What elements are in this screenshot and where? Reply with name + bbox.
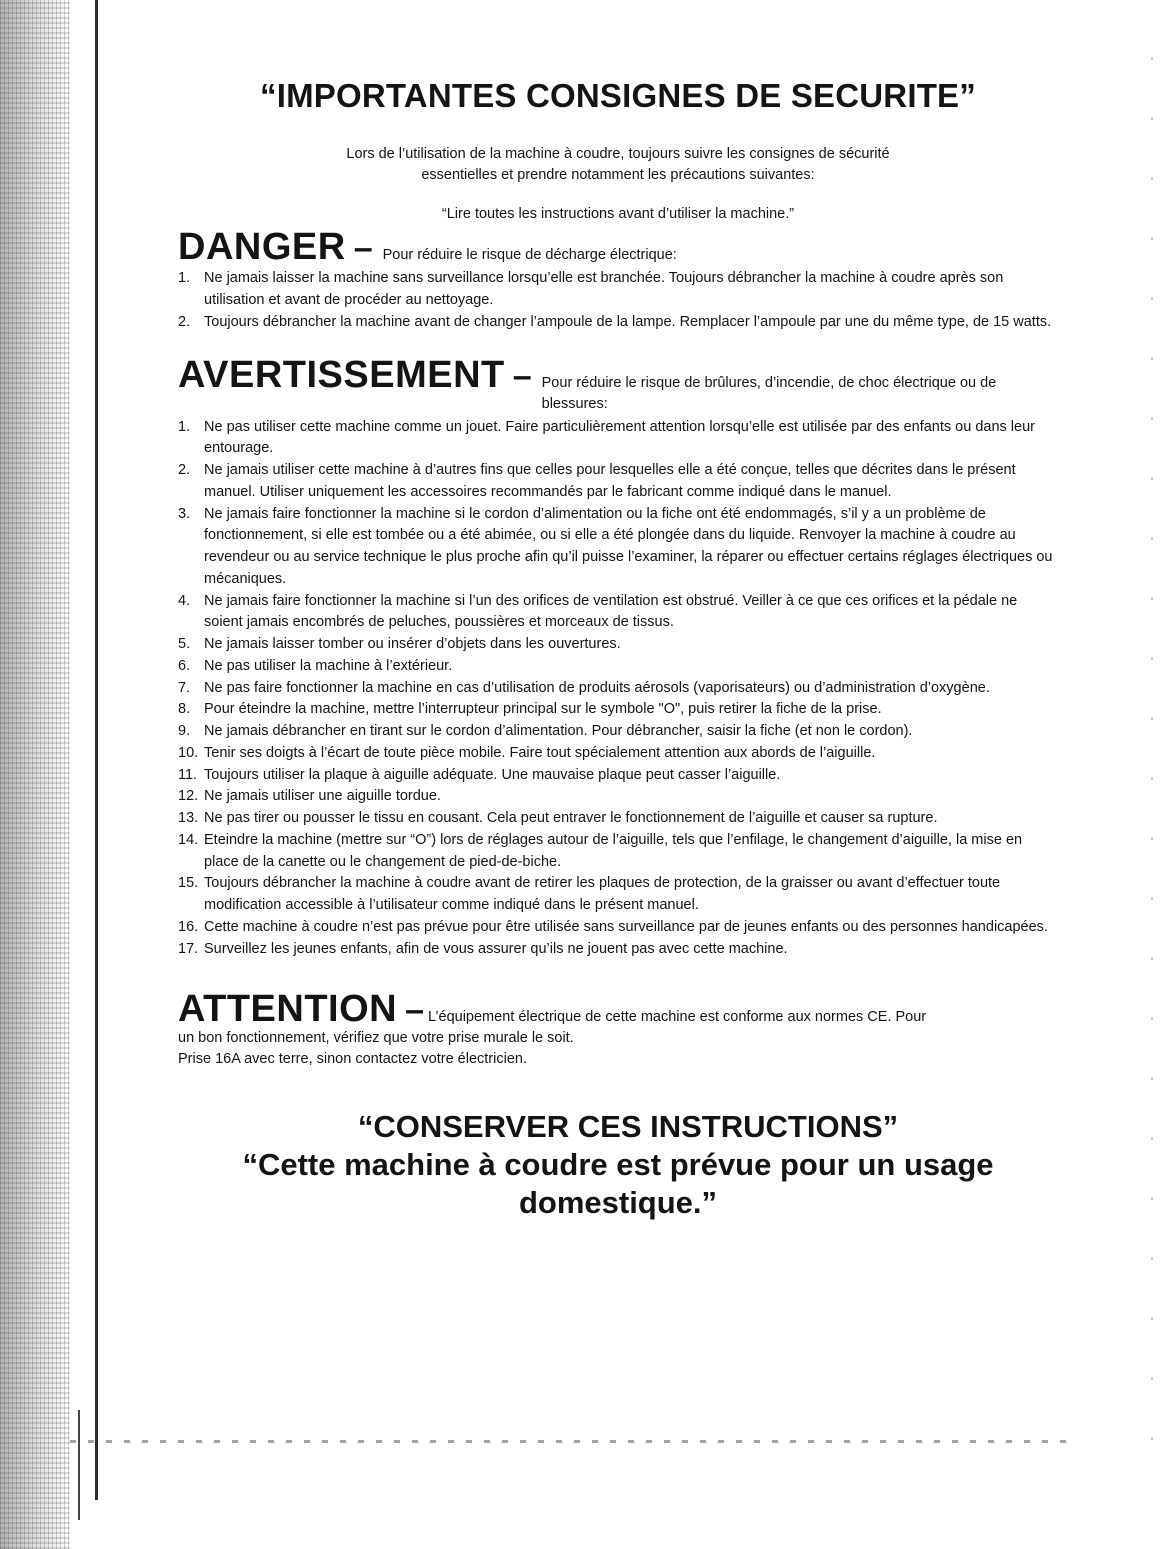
list-item [178,939,1058,961]
danger-list [178,268,1058,333]
item-text: Ne pas faire fonctionner la machine en cas d’utilisation de produits aérosols (vaporisateurs) ou d’administration d’oxygène. [204,679,990,696]
page-title: “IMPORTANTES CONSIGNES DE SECURITE” [260,77,976,114]
list-item [178,504,1058,591]
warning-dash: – [512,356,532,395]
binding-edge-line [95,0,98,1500]
danger-section [178,228,1058,333]
list-item [178,417,1058,461]
warning-heading-row [178,353,1058,415]
list-item [178,312,1058,334]
item-number: 12. [178,788,199,805]
warning-subtitle: Pour réduire le risque de brûlures, d’incendie, de choc électrique ou de blessures: [541,374,997,412]
keep-instructions-heading: “CONSERVER CES INSTRUCTIONS” [357,1109,899,1145]
item-text: Ne pas utiliser cette machine comme un jouet. Faire particulièrement attention lorsqu’elle est utilisée par des enfants ou dans leur entourage. [204,418,1035,457]
danger-subtitle: Pour réduire le risque de décharge électrique: [382,247,677,264]
item-text: Ne jamais débrancher en tirant sur le cordon d’alimentation. Pour débrancher, saisir la fiche (et non le cordon). [204,723,913,740]
list-item [178,830,1058,874]
item-number: 4. [178,592,191,609]
attention-heading: ATTENTION [178,988,398,1031]
scan-binding-shadow [0,0,70,1549]
item-text: Cette machine à coudre n’est pas prévue pour être utilisée sans surveillance par de jeunes enfants ou des personnes handicapées. [204,918,1048,935]
item-text: Ne jamais laisser la machine sans surveillance lorsqu’elle est branchée. Toujours débrancher la machine à coudre après son utilisation et avant de procéder au nettoyage. [204,270,1004,309]
item-text: Toujours débrancher la machine à coudre avant de retirer les plaques de protection, de la graisser ou avant d’effectuer toute modification accessible à l’utilisateur comme indiqué dans le présent manuel. [204,875,1001,914]
item-number: 17. [178,940,199,957]
item-text: Tenir ses doigts à l’écart de toute pièce mobile. Faire tout spécialement attention aux abords de l’aiguille. [204,744,876,761]
item-number: 13. [178,810,199,827]
item-number: 2. [178,462,191,479]
list-item [178,917,1058,939]
item-number: 8. [178,701,191,718]
item-number: 1. [178,270,191,287]
item-number: 11. [178,766,198,783]
list-item [178,591,1058,635]
item-number: 10. [178,744,199,761]
list-item [178,786,1058,808]
item-text: Ne pas tirer ou pousser le tissu en cousant. Cela peut entraver le fonctionnement de l’aiguille et causer sa rupture. [204,810,938,827]
attention-line-1: L’équipement électrique de cette machine est conforme aux normes CE. Pour [428,1009,927,1026]
attention-line-3: Prise 16A avec terre, sinon contactez votre électricien. [178,1051,527,1068]
list-item [178,634,1058,656]
attention-line-2: un bon fonctionnement, vérifiez que votre prise murale le soit. [178,1030,574,1047]
list-item [178,460,1058,504]
list-item [178,743,1058,765]
danger-dash: – [353,229,373,268]
danger-heading-row [178,226,1058,269]
list-item [178,808,1058,830]
item-text: Surveillez les jeunes enfants, afin de vous assurer qu’ils ne jouent pas avec cette machine. [204,940,788,957]
scan-bottom-smudge [70,1440,1070,1443]
warning-list [178,417,1058,961]
scan-right-marks [1151,40,1153,1440]
item-number: 14. [178,831,199,848]
list-item [178,678,1058,700]
list-item [178,656,1058,678]
warning-heading: AVERTISSEMENT [178,353,505,396]
item-number: 16. [178,918,199,935]
warning-section [178,353,1058,961]
item-text: Pour éteindre la machine, mettre l’interrupteur principal sur le symbole "O", puis retirer la fiche de la prise. [204,701,882,718]
item-text: Ne jamais faire fonctionner la machine si le cordon d’alimentation ou la fiche ont été endommagés, s’il y a un problème de fonctionnement, si elle est tombée ou a été abimée, ou si elle a été plongée dans du liquide. Renvoyer la machine à coudre au revendeur ou au service technique le plus proche afin qu’il puisse l’examiner, la réparer ou effectuer certains réglages électriques ou mécaniques. [204,505,1053,587]
list-item [178,721,1058,743]
binding-edge-mark [78,1410,80,1520]
closing-block [178,1108,1058,1223]
item-text: Ne jamais utiliser une aiguille tordue. [204,788,441,805]
item-text: Ne jamais faire fonctionner la machine si l’un des orifices de ventilation est obstrué. Veiller à ce que ces orifices et la pédale ne soient jamais encombrés de peluches, poussières et morceaux de tissus. [204,592,1018,631]
item-number: 2. [178,313,191,330]
household-use-heading: “Cette machine à coudre est prévue pour un usage domestique.” [242,1146,994,1221]
item-text: Ne pas utiliser la machine à l’extérieur. [204,657,453,674]
danger-heading: DANGER [178,226,346,269]
read-instructions-note: “Lire toutes les instructions avant d’utiliser la machine.” [441,206,795,223]
item-number: 3. [178,505,191,522]
item-text: Ne jamais laisser tomber ou insérer d’objets dans les ouvertures. [204,636,621,653]
safety-page [178,78,1058,1223]
intro-text: Lors de l’utilisation de la machine à coudre, toujours suivre les consignes de sécurité essentielles et prendre notamment les précautions suivantes: [346,146,890,184]
list-item [178,268,1058,312]
attention-dash: – [405,991,425,1030]
item-number: 5. [178,636,191,653]
attention-heading-row [178,988,1058,1031]
list-item [178,873,1058,917]
item-text: Eteindre la machine (mettre sur “O”) lors de réglages autour de l’aiguille, tels que l’enfilage, le changement d’aiguille, la mise en place de la canette ou le changement de pied-de-biche. [204,831,1023,870]
item-number: 1. [178,418,191,435]
list-item [178,699,1058,721]
attention-section [178,990,1058,1070]
item-text: Ne jamais utiliser cette machine à d’autres fins que celles pour lesquelles elle a été conçue, telles que décrites dans le présent manuel. Utiliser uniquement les accessoires recommandés par le fabricant comme indiqué dans le manuel. [204,462,1016,500]
item-number: 7. [178,679,191,696]
item-number: 9. [178,723,191,740]
item-number: 6. [178,657,191,674]
item-text: Toujours utiliser la plaque à aiguille adéquate. Une mauvaise plaque peut casser l’aiguille. [204,766,781,783]
list-item [178,765,1058,787]
item-text: Toujours débrancher la machine avant de changer l’ampoule de la lampe. Remplacer l’ampoule par une du même type, de 15 watts. [204,313,1052,330]
item-number: 15. [178,875,199,892]
